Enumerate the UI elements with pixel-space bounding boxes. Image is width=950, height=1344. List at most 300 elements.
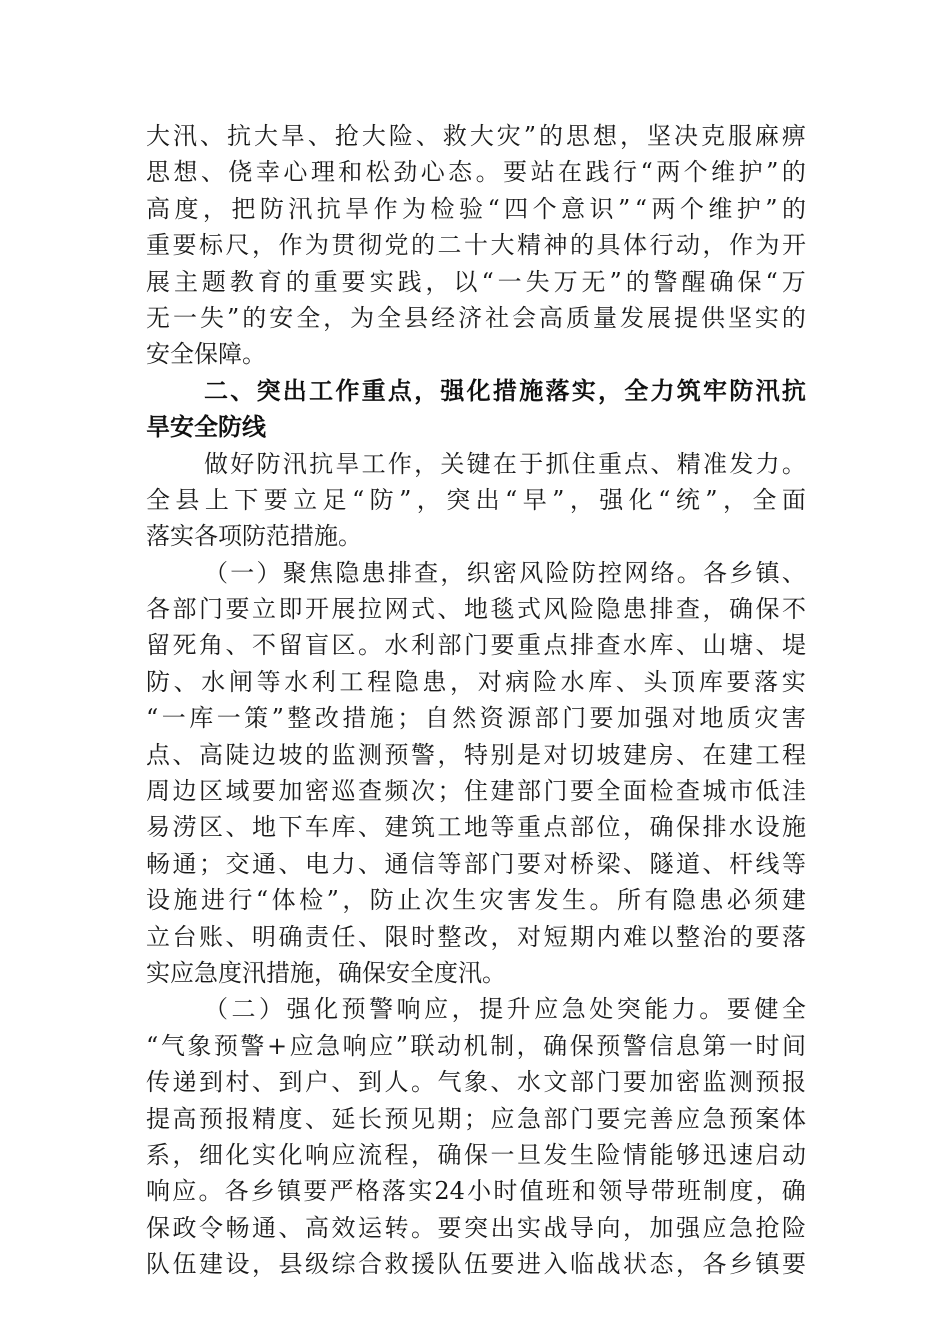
line-glyph: “: [487, 194, 500, 223]
line-glyph: 。: [676, 558, 701, 587]
line-glyph: 点: [387, 376, 412, 405]
line-glyph: 。: [411, 1213, 435, 1242]
line-glyph: 限: [384, 922, 409, 951]
paragraph-line: [146, 1173, 806, 1209]
line-glyph: 设: [225, 1250, 250, 1279]
line-glyph: 迅: [702, 1140, 727, 1169]
line-glyph: 加: [278, 777, 303, 806]
line-glyph: 经: [431, 303, 456, 332]
line-glyph: 下: [234, 485, 259, 514]
line-glyph: 度: [729, 1177, 754, 1206]
line-glyph: 坚: [646, 122, 671, 150]
line-glyph: 进: [517, 1250, 541, 1279]
line-glyph: 。: [358, 631, 382, 660]
line-glyph: 作: [387, 449, 412, 478]
line-glyph: 坚: [727, 303, 752, 332]
line-glyph: 完: [623, 1104, 647, 1133]
line-glyph: 24: [434, 1177, 465, 1206]
line-glyph: 面: [623, 777, 647, 806]
line-glyph: 门: [570, 1104, 594, 1133]
paragraph-line: [146, 227, 806, 263]
line-glyph: 体: [271, 886, 296, 915]
line-glyph: ，: [516, 1031, 541, 1060]
line-glyph: 建: [490, 777, 515, 806]
line-glyph: 密: [492, 558, 517, 587]
line-glyph: ”: [617, 194, 631, 223]
line-glyph: 汛: [282, 449, 307, 478]
line-glyph: 行: [612, 158, 637, 187]
line-glyph: 大: [146, 122, 170, 150]
line-glyph: 发: [620, 303, 644, 332]
line-glyph: 然: [452, 704, 477, 733]
line-glyph: 死: [172, 631, 197, 660]
line-glyph: 的: [781, 303, 806, 332]
line-glyph: 查: [676, 777, 700, 806]
line-glyph: 要: [341, 267, 366, 296]
line-glyph: 镇: [755, 1250, 780, 1279]
line-glyph: 展: [646, 303, 671, 332]
line-glyph: 保: [464, 1140, 488, 1169]
line-glyph: 长: [358, 1104, 382, 1133]
line-glyph: 体: [623, 231, 647, 260]
line-glyph: 汛: [755, 376, 780, 405]
line-glyph: 维: [711, 158, 736, 187]
line-glyph: 闸: [228, 667, 253, 696]
line-glyph: ，: [172, 1140, 197, 1169]
line-glyph: 镇: [755, 558, 780, 587]
line-glyph: 施: [369, 704, 394, 733]
line-glyph: 一: [216, 704, 241, 733]
line-glyph: 工: [339, 667, 364, 696]
line-glyph: 防: [256, 449, 281, 478]
paragraph-line: [146, 700, 806, 736]
line-glyph: ”: [609, 267, 622, 296]
line-glyph: 两: [651, 194, 676, 223]
line-glyph: 传: [146, 1068, 170, 1097]
line-glyph: 教: [229, 267, 254, 296]
line-glyph: 涝: [172, 813, 197, 842]
paragraph-line: 安全保障。: [146, 340, 266, 369]
line-glyph: 幸: [255, 158, 280, 187]
line-glyph: 塘: [729, 631, 753, 660]
line-glyph: 落: [754, 667, 779, 696]
line-glyph: 、: [358, 813, 382, 842]
line-glyph: 部: [517, 777, 541, 806]
line-glyph: 预: [384, 740, 409, 769]
line-glyph: 的: [625, 267, 650, 296]
line-glyph: 抗: [316, 194, 341, 223]
line-glyph: 毯: [490, 595, 515, 624]
line-glyph: 为: [305, 231, 329, 260]
line-glyph: ；: [199, 849, 223, 878]
line-glyph: 制: [703, 1177, 728, 1206]
line-glyph: 道: [676, 849, 700, 878]
line-glyph: 态: [448, 158, 473, 187]
line-glyph: 要: [589, 704, 614, 733]
line-glyph: 重: [517, 813, 541, 842]
line-glyph: 风: [543, 595, 568, 624]
line-glyph: 资: [479, 704, 504, 733]
line-glyph: 要: [782, 1250, 806, 1279]
line-glyph: 山: [702, 631, 727, 660]
line-glyph: 见: [411, 1104, 435, 1133]
line-glyph: 措: [492, 376, 517, 405]
line-glyph: 重: [517, 631, 541, 660]
line-glyph: 实: [781, 667, 806, 696]
line-glyph: 防: [571, 558, 596, 587]
line-glyph: 乡: [729, 1250, 753, 1279]
line-glyph: 灾: [754, 704, 779, 733]
line-glyph: 工: [437, 813, 462, 842]
line-glyph: 高: [146, 194, 170, 223]
line-glyph: 提: [673, 303, 698, 332]
line-glyph: 在: [558, 158, 583, 187]
line-glyph: 动: [676, 231, 700, 260]
line-glyph: 通: [252, 849, 276, 878]
line-glyph: 题: [201, 267, 226, 296]
line-glyph: 险: [545, 558, 570, 587]
line-glyph: 善: [649, 1104, 674, 1133]
line-glyph: 、: [172, 740, 197, 769]
line-glyph: 值: [519, 1177, 544, 1206]
line-glyph: 践: [585, 158, 610, 187]
line-glyph: ”: [552, 485, 565, 514]
line-glyph: 灾: [479, 886, 504, 915]
line-glyph: “: [634, 194, 647, 223]
line-glyph: 不: [252, 631, 276, 660]
line-glyph: 地: [464, 595, 488, 624]
line-glyph: 一: [490, 1140, 515, 1169]
line-glyph: 域: [225, 777, 250, 806]
line-glyph: 进: [200, 886, 225, 915]
line-glyph: 突: [446, 485, 471, 514]
line-glyph: 即: [278, 595, 303, 624]
line-glyph: 验: [458, 194, 483, 223]
line-glyph: 等: [490, 813, 515, 842]
line-glyph: ”: [399, 485, 412, 514]
line-glyph: 水: [384, 631, 409, 660]
line-glyph: 预: [384, 1104, 409, 1133]
line-glyph: 位: [596, 813, 621, 842]
line-glyph: 伍: [172, 1250, 197, 1279]
line-glyph: 式: [411, 595, 435, 624]
line-glyph: 各: [702, 1250, 727, 1279]
line-glyph: 化: [278, 1140, 303, 1169]
line-glyph: 门: [562, 704, 587, 733]
line-glyph: 班: [545, 1177, 570, 1206]
line-glyph: 各: [703, 558, 728, 587]
line-glyph: 县: [175, 485, 200, 514]
line-glyph: 、: [225, 813, 250, 842]
paragraph-line: [146, 264, 806, 300]
line-glyph: 拉: [358, 595, 382, 624]
line-glyph: 导: [570, 1213, 594, 1242]
line-glyph: 能: [649, 1140, 674, 1169]
line-glyph: 带: [650, 1177, 675, 1206]
line-glyph: 整: [287, 704, 312, 733]
line-glyph: 文: [543, 1068, 568, 1097]
line-glyph: 、: [702, 849, 727, 878]
line-glyph: 精: [517, 231, 541, 260]
line-glyph: 抗: [309, 449, 334, 478]
line-glyph: 化: [628, 485, 653, 514]
line-glyph: ”: [395, 1031, 408, 1060]
line-glyph: 失: [199, 303, 224, 332]
line-glyph: 立: [146, 922, 170, 951]
line-glyph: 通: [172, 849, 197, 878]
line-glyph: 门: [199, 595, 223, 624]
line-glyph: 大: [469, 122, 494, 150]
paragraph-line: [146, 154, 806, 190]
paragraph-line: [146, 846, 806, 882]
line-glyph: “: [146, 704, 159, 733]
line-glyph: 队: [437, 1250, 462, 1279]
line-glyph: 、: [358, 849, 382, 878]
line-glyph: 时: [411, 922, 435, 951]
line-glyph: 识: [589, 194, 614, 223]
line-glyph: 时: [493, 1177, 518, 1206]
line-glyph: 重: [597, 449, 622, 478]
line-glyph: 提: [146, 1104, 170, 1133]
line-glyph: 保: [737, 267, 762, 296]
line-glyph: 点: [146, 740, 170, 769]
line-glyph: 重: [146, 231, 170, 260]
line-glyph: 要: [596, 1104, 621, 1133]
paragraph-line: 落实各项防范措施。: [146, 522, 362, 551]
line-glyph: 报: [782, 1068, 806, 1097]
paragraph-line: [146, 446, 806, 482]
line-glyph: 城: [702, 777, 727, 806]
line-glyph: 库: [331, 813, 356, 842]
line-glyph: 台: [172, 922, 197, 951]
line-glyph: 质: [726, 704, 751, 733]
line-glyph: ；: [437, 777, 462, 806]
line-glyph: 留: [278, 631, 303, 660]
paragraph-line: [146, 1101, 806, 1137]
line-glyph: ，: [440, 558, 465, 587]
line-glyph: 各: [146, 595, 170, 624]
line-glyph: 流: [358, 1140, 382, 1169]
line-glyph: 的: [539, 122, 564, 150]
line-glyph: 止: [397, 886, 422, 915]
line-glyph: 筑: [676, 376, 701, 405]
line-glyph: 汛: [172, 122, 197, 150]
line-glyph: 梁: [596, 849, 621, 878]
line-glyph: 行: [649, 231, 674, 260]
line-glyph: “: [481, 267, 494, 296]
line-glyph: 、: [623, 849, 647, 878]
line-glyph: 内: [596, 922, 621, 951]
line-glyph: 作: [335, 376, 360, 405]
line-glyph: 对: [477, 667, 502, 696]
line-glyph: 检: [430, 194, 455, 223]
line-glyph: 的: [411, 231, 435, 260]
line-glyph: 四: [504, 194, 529, 223]
line-glyph: 部: [437, 631, 462, 660]
line-glyph: “: [351, 485, 365, 514]
line-glyph: 的: [729, 922, 753, 951]
line-glyph: 堤: [782, 631, 806, 660]
line-glyph: 门: [543, 777, 568, 806]
line-glyph: 急: [517, 1104, 541, 1133]
line-glyph: 保: [676, 813, 700, 842]
line-glyph: 治: [702, 922, 727, 951]
paragraph-line: [146, 664, 806, 700]
line-glyph: ”: [523, 122, 537, 150]
line-glyph: 令: [199, 1213, 223, 1242]
paragraph-line: [146, 1028, 806, 1064]
paragraph-line: [146, 882, 806, 918]
line-glyph: 整: [676, 922, 700, 951]
line-glyph: 人: [384, 1068, 409, 1097]
line-glyph: 二: [437, 231, 462, 260]
line-glyph: 库: [649, 631, 674, 660]
line-glyph: 意: [561, 194, 586, 223]
line-glyph: “: [765, 267, 778, 296]
line-glyph: 村: [225, 1068, 250, 1097]
line-glyph: 社: [485, 303, 510, 332]
line-glyph: 。: [781, 449, 806, 478]
line-glyph: 织: [466, 558, 491, 587]
line-glyph: 生: [452, 886, 477, 915]
line-glyph: 、: [307, 122, 332, 150]
line-glyph: 工: [361, 449, 386, 478]
line-glyph: 向: [596, 1213, 621, 1242]
line-glyph: 害: [781, 704, 806, 733]
line-glyph: 急: [316, 1031, 341, 1060]
line-glyph: 县: [278, 1250, 303, 1279]
line-glyph: 落: [545, 376, 570, 405]
line-glyph: 上: [204, 485, 229, 514]
line-glyph: 护: [736, 194, 761, 223]
line-glyph: 、: [415, 122, 440, 150]
line-glyph: 患: [422, 667, 447, 696]
line-glyph: 对: [671, 704, 696, 733]
line-glyph: 的: [285, 267, 310, 296]
line-glyph: 频: [384, 777, 409, 806]
line-glyph: 下: [278, 813, 303, 842]
line-glyph: 确: [781, 1177, 806, 1206]
line-glyph: 化: [466, 376, 491, 405]
line-glyph: 库: [189, 704, 214, 733]
line-glyph: 足: [322, 485, 347, 514]
line-glyph: ；: [397, 704, 422, 733]
line-glyph: 关: [440, 449, 465, 478]
line-glyph: 践: [397, 267, 422, 296]
line-glyph: 实: [252, 1140, 276, 1169]
line-glyph: 改: [464, 922, 488, 951]
line-glyph: ；: [464, 1104, 488, 1133]
line-glyph: 保: [146, 1213, 170, 1242]
line-glyph: 发: [729, 449, 754, 478]
line-glyph: 速: [729, 1140, 753, 1169]
line-glyph: 转: [384, 1213, 409, 1242]
line-glyph: 实: [408, 1177, 433, 1206]
line-glyph: 制: [490, 1031, 515, 1060]
line-glyph: 应: [534, 995, 559, 1024]
line-glyph: 程: [384, 1140, 409, 1169]
line-glyph: 防: [369, 485, 394, 514]
line-glyph: 预: [213, 1031, 238, 1060]
line-glyph: 状: [623, 1250, 647, 1279]
line-glyph: 实: [369, 267, 394, 296]
line-glyph: 在: [702, 740, 727, 769]
line-glyph: 强: [676, 1213, 700, 1242]
line-glyph: 键: [466, 449, 491, 478]
line-glyph: 化: [314, 995, 339, 1024]
line-glyph: 展: [331, 595, 356, 624]
line-glyph: 援: [411, 1250, 435, 1279]
line-glyph: 细: [199, 1140, 223, 1169]
line-glyph: 应: [172, 1177, 197, 1206]
line-glyph: 门: [490, 849, 515, 878]
line-glyph: 和: [572, 1177, 597, 1206]
line-glyph: 的: [781, 158, 806, 187]
line-glyph: 决: [673, 122, 698, 150]
line-glyph: 。: [589, 886, 614, 915]
line-glyph: 头: [643, 667, 668, 696]
line-glyph: 要: [263, 485, 288, 514]
line-glyph: 杆: [729, 849, 753, 878]
line-glyph: 警: [369, 995, 394, 1024]
line-glyph: 无: [146, 303, 170, 332]
line-glyph: 到: [278, 1068, 303, 1097]
line-glyph: 坡: [278, 740, 303, 769]
line-glyph: 为: [402, 194, 427, 223]
line-glyph: ，: [252, 1250, 276, 1279]
line-glyph: 伍: [464, 1250, 488, 1279]
line-glyph: 患: [361, 558, 386, 587]
line-glyph: 心: [283, 158, 308, 187]
paragraph-line: [146, 627, 806, 663]
line-glyph: 筑: [411, 813, 435, 842]
line-glyph: “: [255, 886, 269, 915]
line-glyph: ，: [490, 922, 515, 951]
line-glyph: 监: [702, 1068, 727, 1097]
line-glyph: 高: [539, 303, 564, 332]
line-glyph: 象: [187, 1031, 212, 1060]
line-glyph: 切: [570, 740, 594, 769]
line-glyph: 万: [553, 267, 578, 296]
line-glyph: 镇: [277, 1177, 302, 1206]
line-glyph: 预: [341, 995, 366, 1024]
line-glyph: ，: [451, 995, 476, 1024]
line-glyph: 险: [532, 667, 557, 696]
line-glyph: 所: [617, 886, 641, 915]
line-glyph: 站: [530, 158, 555, 187]
line-glyph: 出: [490, 1213, 515, 1242]
line-glyph: 要: [490, 1250, 515, 1279]
line-glyph: 点: [543, 631, 568, 660]
paragraph-line: [146, 1137, 806, 1173]
line-glyph: 导: [624, 1177, 649, 1206]
line-glyph: ，: [425, 267, 450, 296]
line-glyph: 要: [726, 667, 751, 696]
line-glyph: ，: [414, 449, 439, 478]
line-glyph: 失: [525, 267, 550, 296]
line-glyph: 确: [649, 813, 674, 842]
line-glyph: 期: [437, 1104, 462, 1133]
line-glyph: 要: [437, 1213, 462, 1242]
line-glyph: 确: [709, 267, 734, 296]
line-glyph: 旱: [335, 449, 360, 478]
line-glyph: 措: [342, 704, 367, 733]
line-glyph: 聚: [282, 558, 307, 587]
line-glyph: 主: [173, 267, 198, 296]
line-glyph: 排: [649, 595, 674, 624]
line-glyph: 施: [519, 376, 544, 405]
line-glyph: 等: [437, 849, 462, 878]
